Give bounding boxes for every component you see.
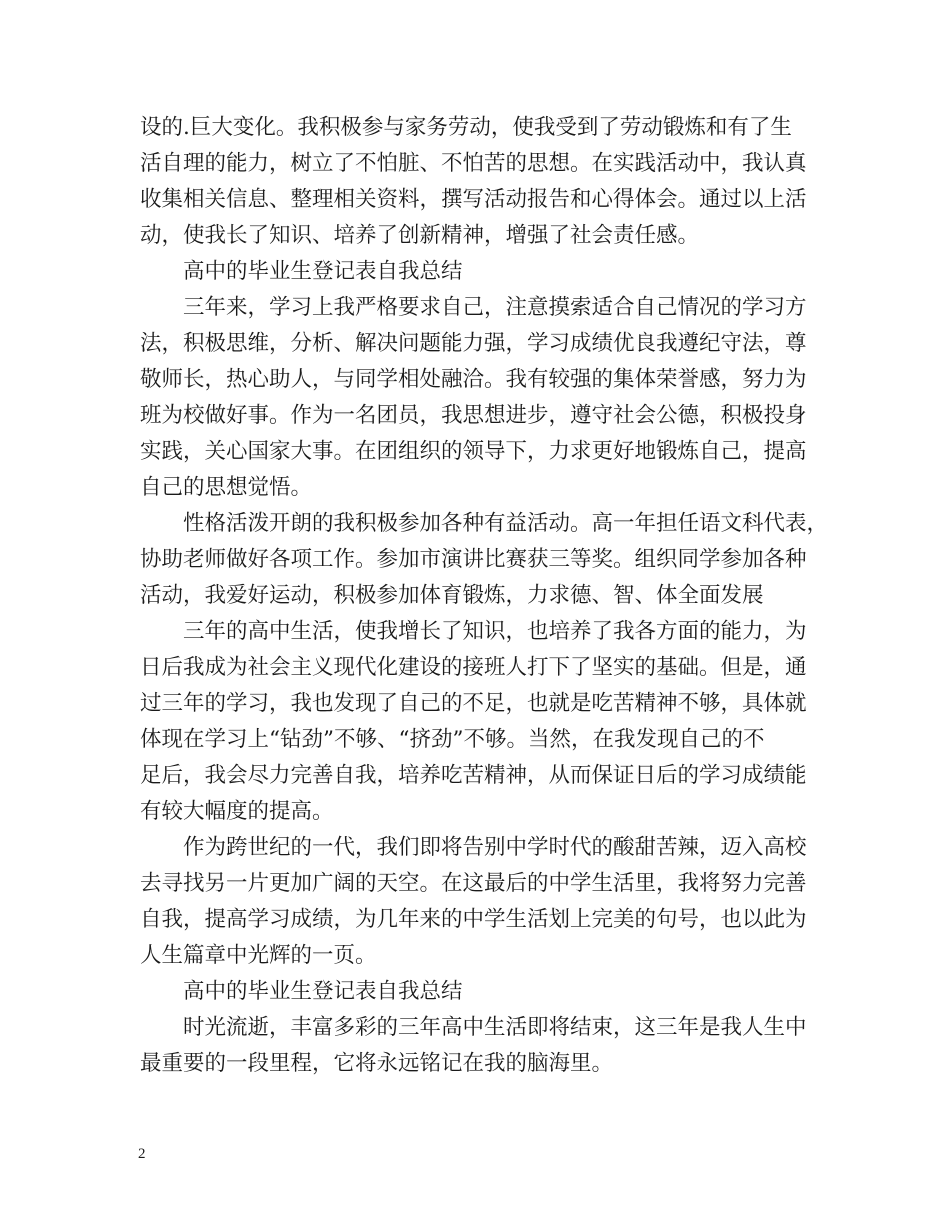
paragraph-start-line: 三年的高中生活，使我增长了知识，也培养了我各方面的能力，为 (183, 619, 807, 644)
section-heading: 高中的毕业生登记表自我总结 (183, 979, 463, 1004)
text-line: 实践，关心国家大事。在团组织的领导下，力求更好地锻炼自己，提高 (140, 439, 807, 464)
text-line: 设的.巨大变化。我积极参与家务劳动，使我受到了劳动锻炼和有了生 (140, 115, 792, 140)
text-line: 去寻找另一片更加广阔的天空。在这最后的中学生活里，我将努力完善 (140, 871, 807, 896)
paragraph-start-line: 性格活泼开朗的我积极参加各种有益活动。高一年担任语文科代表， (183, 511, 829, 536)
text-line: 足后，我会尽力完善自我，培养吃苦精神，从而保证日后的学习成绩能 (140, 763, 807, 788)
text-line: 人生篇章中光辉的一页。 (140, 943, 377, 968)
text-line: 法，积极思维，分析、解决问题能力强，学习成绩优良我遵纪守法，尊 (140, 331, 807, 356)
text-line: 过三年的学习，我也发现了自己的不足，也就是吃苦精神不够，具体就 (140, 691, 807, 716)
text-line: 有较大幅度的提高。 (140, 799, 334, 824)
text-line: 活自理的能力，树立了不怕脏、不怕苦的思想。在实践活动中，我认真 (140, 151, 807, 176)
body-text (140, 110, 829, 1082)
text-line: 协助老师做好各项工作。参加市演讲比赛获三等奖。组织同学参加各种 (140, 547, 807, 572)
paragraph-start-line: 作为跨世纪的一代，我们即将告别中学时代的酸甜苦辣，迈入高校 (183, 835, 807, 860)
text-line: 日后我成为社会主义现代化建设的接班人打下了坚实的基础。但是，通 (140, 655, 807, 680)
text-line: 自我，提高学习成绩，为几年来的中学生活划上完美的句号，也以此为 (140, 907, 807, 932)
text-line: 收集相关信息、整理相关资料，撰写活动报告和心得体会。通过以上活 (140, 187, 807, 212)
text-line: 体现在学习上“钻劲”不够、“挤劲”不够。当然，在我发现自己的不 (140, 727, 765, 752)
page-number: 2 (138, 1146, 146, 1162)
text-line: 最重要的一段里程，它将永远铭记在我的脑海里。 (140, 1051, 614, 1076)
text-line: 活动，我爱好运动，积极参加体育锻炼，力求德、智、体全面发展 (140, 583, 764, 608)
text-line: 自己的思想觉悟。 (140, 475, 313, 500)
paragraph-start-line: 三年来，学习上我严格要求自己，注意摸索适合自己情况的学习方 (183, 295, 807, 320)
text-line: 动，使我长了知识、培养了创新精神，增强了社会责任感。 (140, 223, 700, 248)
text-line: 敬师长，热心助人，与同学相处融洽。我有较强的集体荣誉感，努力为 (140, 367, 807, 392)
paragraph-start-line: 时光流逝，丰富多彩的三年高中生活即将结束，这三年是我人生中 (183, 1015, 807, 1040)
text-line: 班为校做好事。作为一名团员，我思想进步，遵守社会公德，积极投身 (140, 403, 807, 428)
section-heading: 高中的毕业生登记表自我总结 (183, 259, 463, 284)
